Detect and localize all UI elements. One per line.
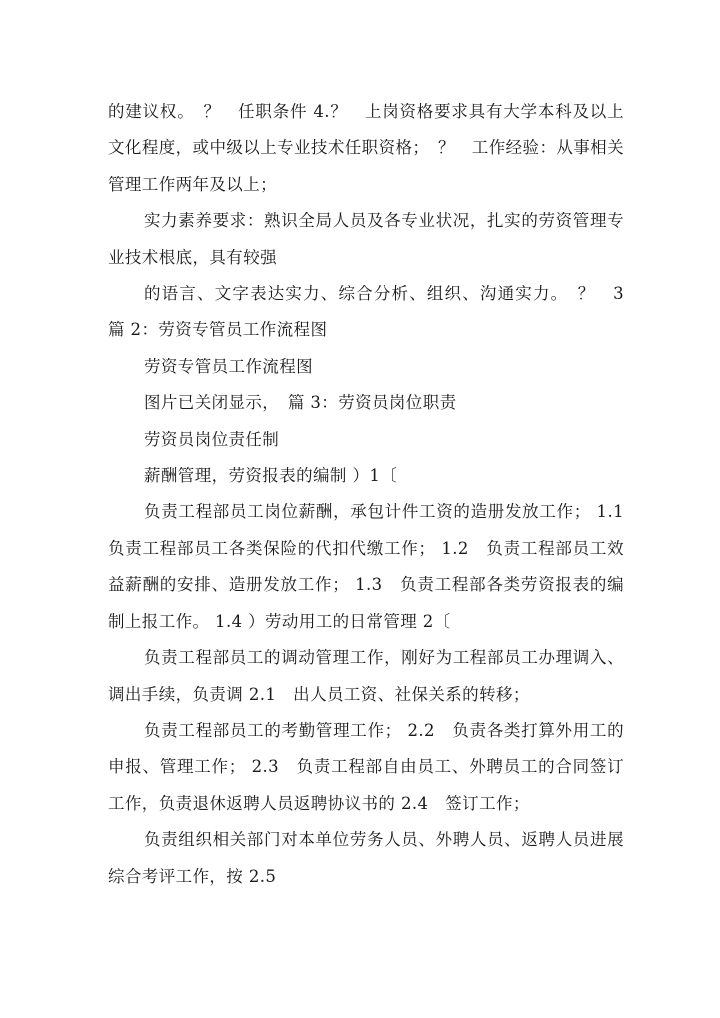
paragraph-attendance-duties: 负责工程部员工的考勤管理工作； 2.2 负责各类打算外用工的申报、管理工作； 2.3 负责工程部自由员工、外聘员工的合同签订工作，负责退休返聘人员返聘协议书的 2.4 签订工作； bbox=[108, 720, 624, 813]
paragraph-flowchart-title: 劳资专管员工作流程图 bbox=[144, 356, 313, 376]
paragraph-communication-skills: 的语言、文字表达实力、综合分析、组织、沟通实力。 ？ 3 篇 2：劳资专管员工作流程图 bbox=[108, 284, 624, 340]
paragraph-salary-heading: 薪酬管理，劳资报表的编制 ）1〔 bbox=[144, 466, 398, 486]
paragraph-salary-duties: 负责工程部员工岗位薪酬，承包计件工资的造册发放工作； 1.1 负责工程部员工各类保险的代扣代缴工作； 1.2 负责工程部员工效益薪酬的安排、造册发放工作； 1.3 负责工程部各类劳资报表的编制上报工作。 1.4 ）劳动用工的日常管理 2〔 bbox=[108, 502, 624, 631]
paragraph-qualifications: 的建议权。 ？ 任职条件 4.？ 上岗资格要求具有大学本科及以上文化程度，或中级以上专业技术任职资格； ？ 工作经验：从事相关管理工作两年及以上； bbox=[108, 102, 624, 194]
paragraph-image-hidden: 图片已关闭显示， 篇 3：劳资员岗位职责 bbox=[144, 393, 457, 413]
paragraph-responsibility-title: 劳资员岗位责任制 bbox=[144, 429, 280, 449]
paragraph-ability-requirements: 实力素养要求：熟识全局人员及各专业状况，扎实的劳资管理专业技术根底，具有较强 bbox=[108, 211, 624, 267]
paragraph-transfer-duties: 负责工程部员工的调动管理工作，刚好为工程部员工办理调入、调出手续，负责调 2.1 出人员工资、社保关系的转移； bbox=[108, 648, 624, 704]
paragraph-evaluation-duties: 负责组织相关部门对本单位劳务人员、外聘人员、返聘人员进展综合考评工作，按 2.5 bbox=[108, 830, 624, 886]
document-page bbox=[108, 94, 624, 895]
